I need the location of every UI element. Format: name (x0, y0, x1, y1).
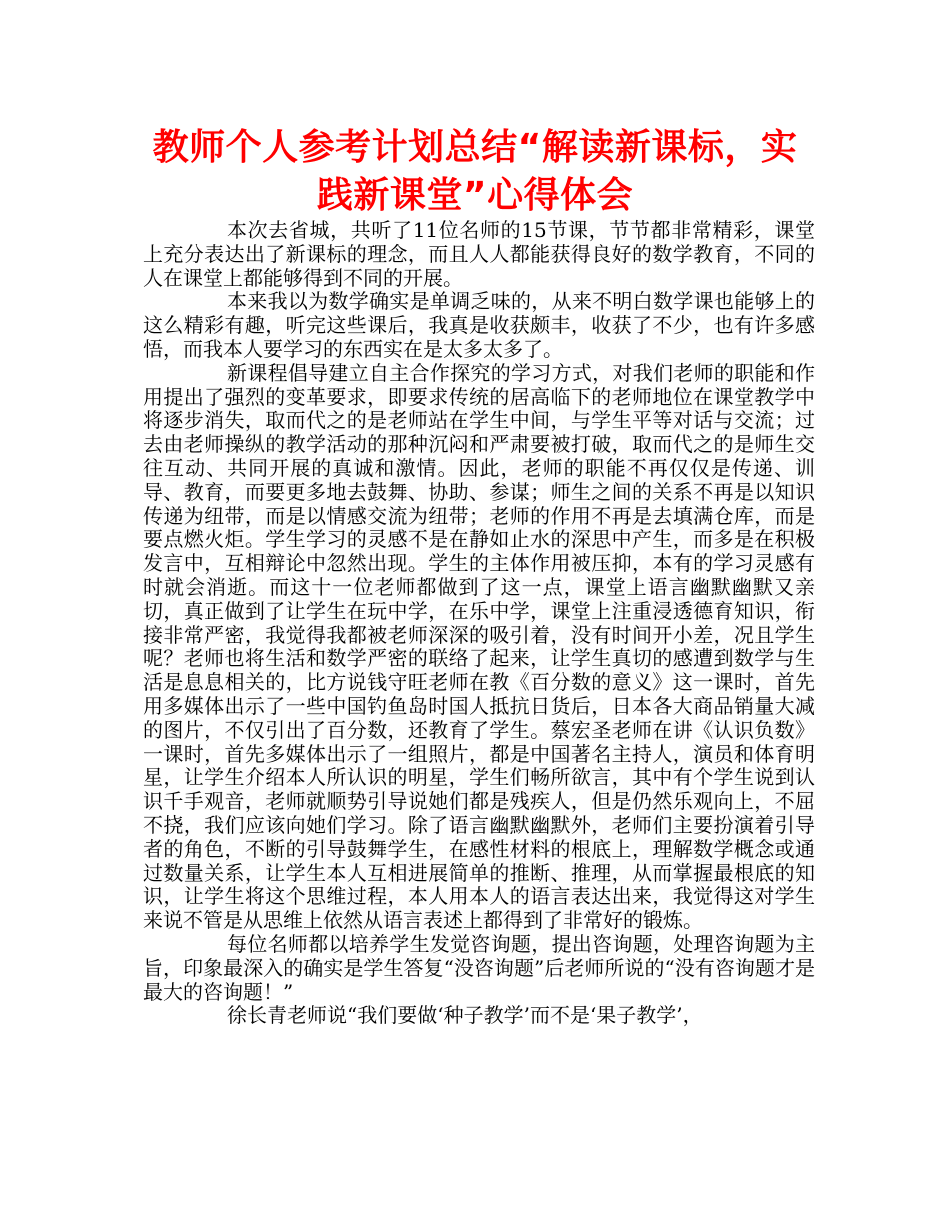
document-title: 教师个人参考计划总结“解读新课标，实践新课堂”心得体会 (152, 127, 798, 216)
paragraph: 新课程倡导建立自主合作探究的学习方式，对我们老师的职能和作用提出了强烈的变革要求，即要求传统的居高临下的老师地位在课堂教学中将逐步消失，取而代之的是老师站在学生中间，与学生平等对话与交流；过去由老师操纵的教学活动的那种沉闷和严肃要被打破，取而代之的是师生交往互动、共同开展的真诚和激情。因此，老师的职能不再仅仅是传递、训导、教育，而要更多地去鼓舞、协助、参谋；师生之间的关系不再是以知识传递为纽带，而是以情感交流为纽带；老师的作用不再是去填满仓库，而是要点燃火炬。学生学习的灵感不是在静如止水的深思中产生，而多是在积极发言中，互相辩论中忽然出现。学生的主体作用被压抑，本有的学习灵感有时就会消逝。而这十一位老师都做到了这一点，课堂上语言幽默幽默又亲切，真正做到了让学生在玩中学，在乐中学，课堂上注重浸透德育知识，衔接非常严密，我觉得我都被老师深深的吸引着，没有时间开小差，况且学生呢？老师也将生活和数学严密的联络了起来，让学生真切的感遭到数学与生活是息息相关的，比方说钱守旺老师在教《百分数的意义》这一课时，首先用多媒体出示了一些中国钓鱼岛时国人抵抗日货后，日本各大商品销量大减的图片，不仅引出了百分数，还教育了学生。蔡宏圣老师在讲《认识负数》一课时，首先多媒体出示了一组照片，都是中国著名主持人，演员和体育明星，让学生介绍本人所认识的明星，学生们畅所欲言，其中有个学生说到认识千手观音，老师就顺势引导说她们都是残疾人，但是仍然乐观向上，不屈不挠，我们应该向她们学习。除了语言幽默幽默外，老师们主要扮演着引导者的角色，不断的引导鼓舞学生，在感性材料的根底上，理解数学概念或通过数量关系，让学生本人互相进展简单的推断、推理，从而掌握最根底的知识，让学生将这个思维过程，本人用本人的语言表达出来，我觉得这对学生来说不管是从思维上依然从语言表述上都得到了非常好的锻炼。 (143, 360, 815, 933)
paragraph: 徐长青老师说“我们要做‘种子教学’而不是‘果子教学’， (227, 1003, 703, 1028)
paragraph: 本来我以为数学确实是单调乏味的，从来不明白数学课也能够上的这么精彩有趣，听完这些课后，我真是收获颇丰，收获了不少，也有许多感悟，而我本人要学习的东西实在是太多太多了。 (143, 289, 815, 361)
paragraph: 本次去省城，共听了11位名师的15节课，节节都非常精彩，课堂上充分表达出了新课标的理念，而且人人都能获得良好的数学教育，不同的人在课堂上都能够得到不同的开展。 (143, 218, 815, 290)
document-body (143, 219, 815, 1028)
paragraph: 每位名师都以培养学生发觉咨询题，提出咨询题，处理咨询题为主旨，印象最深入的确实是学生答复“没咨询题”后老师所说的“没有咨询题才是最大的咨询题！” (143, 931, 815, 1004)
